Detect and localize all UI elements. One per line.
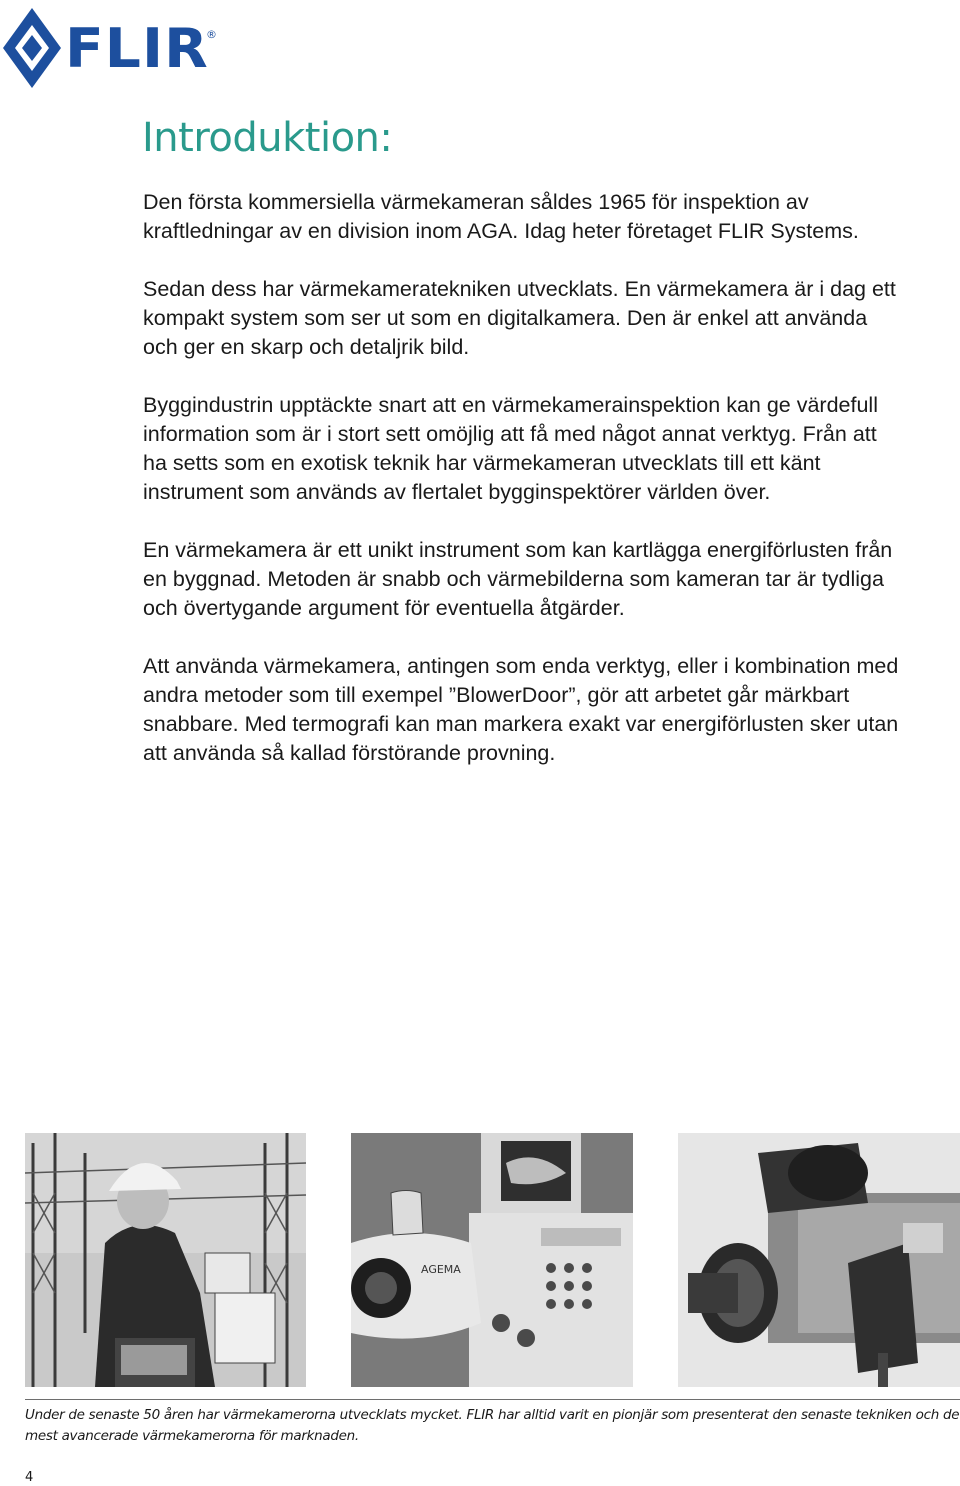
flir-logo bbox=[3, 8, 219, 88]
photo-camera-head bbox=[678, 1133, 960, 1387]
camera-brand-text: AGEMA bbox=[421, 1263, 461, 1276]
flir-logo-text: FLIR bbox=[65, 17, 209, 80]
page-title: Introduktion: bbox=[142, 115, 393, 161]
paragraph: Den första kommersiella värmekameran såldes 1965 för inspektion av kraftledningar av en division inom AGA. Idag heter företaget FLIR Systems. bbox=[143, 190, 859, 243]
registered-mark: ® bbox=[206, 28, 217, 41]
paragraph: Byggindustrin upptäckte snart att en värmekamerainspektion kan ge värdefull information som är i stort sett omöjlig att få med något annat verktyg. Från att ha setts som en exotisk teknik har värmekameran utvecklats till ett känt instrument som används av flertalet bygginspektörer världen över. bbox=[143, 393, 878, 504]
photo-strip bbox=[0, 1133, 960, 1387]
body-text bbox=[143, 188, 903, 797]
flir-diamond-icon bbox=[3, 8, 73, 88]
photo-inspector-substation bbox=[25, 1133, 306, 1387]
photo-vintage-thermal-camera bbox=[351, 1133, 633, 1387]
page-number: 4 bbox=[25, 1470, 34, 1485]
paragraph: Sedan dess har värmekameratekniken utvecklats. En värmekamera är i dag ett kompakt system som ser ut som en digitalkamera. Den är enkel att använda och ger en skarp och detaljrik bild. bbox=[143, 277, 896, 359]
caption-divider bbox=[25, 1399, 960, 1400]
paragraph: Att använda värmekamera, antingen som enda verktyg, eller i kombination med andra metoder som till exempel ”BlowerDoor”, gör att arbetet går märkbart snabbare. Med termografi kan man markera exakt var energiförlusten sker utan att använda så kallad förstörande provning. bbox=[143, 654, 899, 765]
photo-caption: Under de senaste 50 åren har värmekamerorna utvecklats mycket. FLIR har alltid varit en pionjär som presenterat den senaste tekniken och de mest avancerade värmekamerorna för marknaden. bbox=[25, 1407, 960, 1444]
paragraph: En värmekamera är ett unikt instrument som kan kartlägga energiförlusten från en byggnad. Metoden är snabb och värmebilderna som kameran tar är tydliga och övertygande argument för eventuella åtgärder. bbox=[143, 538, 893, 620]
